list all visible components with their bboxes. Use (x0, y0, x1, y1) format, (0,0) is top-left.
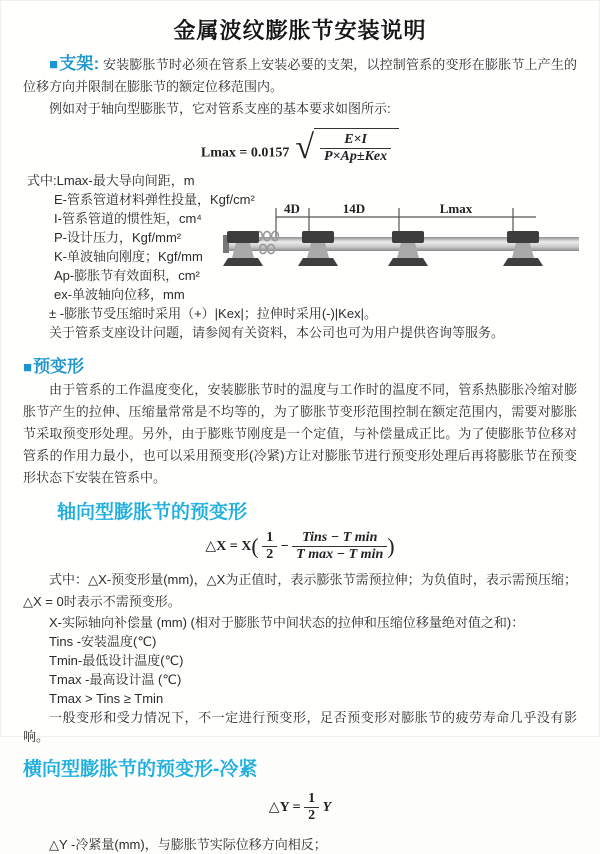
sqrt-expression (295, 128, 399, 165)
formula-variables-block (23, 171, 577, 304)
support-example-line: 例如对于轴向型膨胀节，它对管系支座的基本要求如图所示: (49, 101, 391, 116)
predeform-section-heading (23, 352, 577, 377)
temp-definition: Tmax > Tins ≥ Tmin (49, 691, 164, 707)
variable-definition: Ap-膨胀节有效面积，cm² (54, 268, 200, 284)
half-denominator: 2 (266, 547, 274, 563)
predeform-body-paragraph: 由于管系的工作温度变化，安装膨胀节时的温度与工作时的温度不同，管系热膨胀冷缩对膨胀节产生的拉伸、压缩量常常是不均等的，为了膨胀节变形范围控制在额定范围内，需要对膨胀节采取预变形处理。另外，由于膨账节刚度是一个定值，与补偿量成正比。为了使膨胀节位移对管系的作用力最小，也可以采用预变形(冷紧)方让对膨胀节进行预变形处理后再将膨胀节在预变形状态下安装在管系中。 (23, 382, 577, 486)
variable-definition: K-单波轴向刚度；Kgf/mm (54, 249, 203, 265)
lmax-formula (23, 128, 577, 165)
half-numerator: 1 (262, 530, 277, 547)
lateral-coldpull-formula (23, 791, 577, 824)
axial-predeform-formula (23, 530, 577, 563)
support-section-heading: 支架: (59, 54, 100, 73)
consult-note: 关于管系支座设计问题，请参阅有关资料，本公司也可为用户提供咨询等服务。 (49, 325, 505, 341)
lmax-formula-lhs: Lmax = 0.0157 (200, 145, 290, 161)
lmax-formula-numerator: E×I (320, 132, 391, 149)
temp-definition: Tmax -最高设计温 (℃) (49, 672, 182, 688)
lateral-frac-denominator: 2 (308, 808, 316, 824)
radical-sign: √ (295, 129, 315, 167)
temperature-definitions (23, 632, 577, 708)
section-square-icon: ■ (49, 56, 59, 73)
axial-subheading: 轴向型膨胀节的预变形 (57, 502, 248, 524)
lateral-formula-lhs: △Y = (268, 800, 301, 816)
temp-definition: Tmin-最低设计温度(℃) (49, 653, 184, 669)
temp-frac-numerator: Tins − T min (292, 530, 387, 547)
lmax-formula-denominator: P×Ap±Kex (324, 149, 388, 165)
lateral-subheading: 横向型膨胀节的预变形-冷紧 (23, 759, 258, 781)
lateral-frac-numerator: 1 (304, 791, 319, 808)
axial-formula-lhs: △X = X (205, 539, 252, 554)
support-intro-text: 安装膨胀节时必须在管系上安装必要的支架，以控制管系的变形在膨胀节上产生的位移方向并限制在膨胀节的额定位移范围内。 (23, 57, 577, 94)
axial-note: 一般变形和受力情况下，不一定进行预变形，足否预变形对膨胀节的疲劳寿命几乎没有影响。 (23, 710, 577, 745)
axial-x-definition: X-实际轴向补偿量 (mm) (相对于膨胀节中间状态的拉伸和压缩位移量绝对值之和)： (49, 615, 525, 631)
close-paren: ) (387, 533, 395, 559)
variable-definition: E-管系管道材料弹性投量，Kgf/cm² (54, 192, 255, 208)
dim-label-4d: 4D (284, 201, 300, 217)
temp-frac-denominator: T max − T min (296, 547, 384, 563)
page-title: 金属波纹膨胀节安装说明 (173, 18, 427, 43)
minus-sign: − (280, 539, 289, 554)
variable-definition: ex-单波轴向位移，mm (54, 287, 185, 303)
lateral-formula-rhs: Y (322, 800, 332, 816)
dim-label-14d: 14D (342, 201, 366, 217)
predeform-heading-label: 预变形 (33, 357, 85, 377)
dim-label-lmax: Lmax (439, 201, 473, 217)
section-square-icon: ■ (23, 359, 33, 377)
variable-definition: I-管系管道的惯性矩，cm⁴ (54, 211, 202, 227)
open-paren: ( (251, 533, 259, 559)
axial-explain-paragraph: 式中：△X-预变形量(mm)，△X为正值时，表示膨张节需预拉伸；为负值时，表示需预压缩；△X = 0时表示不需预变形。 (23, 572, 577, 610)
lateral-note: △Y -冷紧量(mm)，与膨胀节实际位移方向相反； (49, 836, 327, 852)
plusminus-note: ± -膨胀节受压缩时采用（+）|Kex|；拉伸时采用(-)|Kex|。 (49, 306, 377, 322)
vars-lead-line: 式中:Lmax-最大导向间距，m (27, 173, 195, 189)
support-intro-paragraph (23, 53, 577, 98)
temp-definition: Tins -安装温度(℃) (49, 634, 157, 650)
pipe-support-spacing-diagram (223, 199, 579, 299)
variable-definition: P-设计压力，Kgf/mm² (54, 230, 182, 246)
